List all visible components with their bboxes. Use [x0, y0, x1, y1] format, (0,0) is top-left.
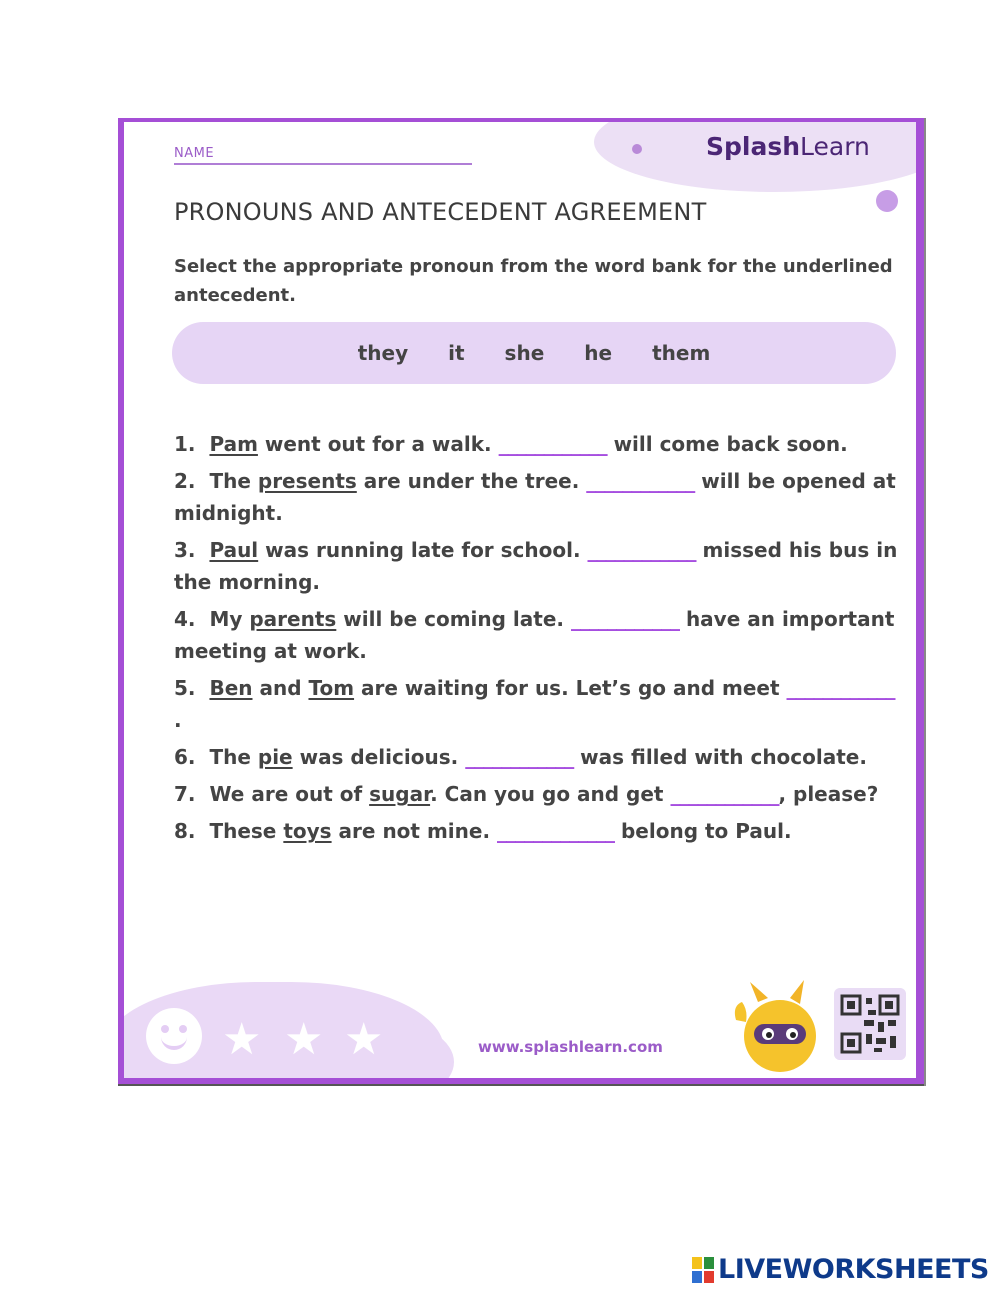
word-bank-item: he [584, 341, 613, 365]
question-list [174, 428, 904, 852]
word-bank-item: she [504, 341, 545, 365]
antecedent: pie [257, 745, 293, 769]
decorative-dot [632, 144, 642, 154]
question-text: will be opened at midnight. [174, 469, 896, 525]
question-text: missed his bus in the morning. [174, 538, 898, 594]
answer-blank[interactable]: ____________ [786, 676, 895, 700]
word-bank-item: them [652, 341, 711, 365]
question-text: was delicious. [292, 745, 466, 769]
star-icon: ★ [222, 1014, 262, 1065]
question-4 [174, 603, 904, 667]
question-8 [174, 815, 904, 847]
answer-blank[interactable]: ____________ [498, 432, 607, 456]
word-bank-item: it [448, 341, 465, 365]
question-text: are under the tree. [356, 469, 587, 493]
logo-bold: Splash [706, 132, 801, 161]
mascot-icon [728, 980, 828, 1076]
question-2 [174, 465, 904, 529]
decorative-dot [876, 190, 898, 212]
instructions: Select the appropriate pronoun from the word bank for the underlined antecedent. [174, 256, 893, 306]
question-text: . [174, 708, 182, 732]
question-5 [174, 672, 904, 736]
page-right-border [924, 118, 926, 1086]
question-text: will come back soon. [606, 432, 848, 456]
answer-blank[interactable]: _____________ [497, 819, 615, 843]
question-7 [174, 778, 904, 810]
question-text: are waiting for us. Let’s go and meet [354, 676, 787, 700]
star-icon: ★ [344, 1014, 384, 1065]
question-text: are not mine. [331, 819, 498, 843]
liveworksheets-logo[interactable] [692, 1254, 989, 1285]
word-bank-item: they [357, 341, 409, 365]
worksheet-page [124, 122, 916, 1078]
question-number: 5. [174, 676, 196, 700]
question-number: 7. [174, 782, 196, 806]
antecedent: presents [257, 469, 357, 493]
question-text: went out for a walk. [257, 432, 499, 456]
question-text: was running late for school. [258, 538, 588, 562]
question-number: 8. [174, 819, 196, 843]
antecedent: Paul [209, 538, 259, 562]
smile-shape [161, 1030, 187, 1050]
question-text: My [209, 607, 250, 631]
liveworksheets-text: LIVEWORKSHEETS [718, 1254, 989, 1285]
antecedent: Pam [209, 432, 258, 456]
word-bank [172, 322, 896, 384]
qr-code-icon[interactable] [834, 988, 906, 1060]
question-1 [174, 428, 904, 460]
antecedent: toys [283, 819, 332, 843]
website-link[interactable]: www.splashlearn.com [478, 1038, 663, 1056]
antecedent: Tom [308, 676, 355, 700]
answer-blank[interactable]: ____________ [586, 469, 695, 493]
logo-light: Learn [800, 132, 870, 161]
question-text: belong to Paul. [614, 819, 792, 843]
question-text: We are out of [209, 782, 370, 806]
answer-blank[interactable]: ____________ [570, 607, 679, 631]
question-text: have an important meeting at work. [174, 607, 895, 663]
page-bottom-border [118, 1084, 926, 1086]
question-number: 6. [174, 745, 196, 769]
question-text: . Can you go and get [430, 782, 671, 806]
splashlearn-logo [706, 132, 870, 161]
question-number: 4. [174, 607, 196, 631]
question-3 [174, 534, 904, 598]
liveworksheets-mark-icon [692, 1257, 714, 1283]
star-icon: ★ [284, 1014, 324, 1065]
question-number: 2. [174, 469, 196, 493]
answer-blank[interactable]: ____________ [587, 538, 696, 562]
question-text: will be coming late. [336, 607, 571, 631]
answer-blank[interactable]: ____________ [465, 745, 574, 769]
question-text: The [209, 469, 258, 493]
antecedent: sugar [369, 782, 431, 806]
question-6 [174, 741, 904, 773]
question-text: and [252, 676, 309, 700]
question-text: The [209, 745, 258, 769]
answer-blank[interactable]: ____________ [670, 782, 779, 806]
question-text: was filled with chocolate. [573, 745, 867, 769]
worksheet-frame [118, 118, 926, 1086]
antecedent: Ben [209, 676, 253, 700]
antecedent: parents [249, 607, 337, 631]
worksheet-title: PRONOUNS AND ANTECEDENT AGREEMENT [174, 198, 707, 226]
question-number: 3. [174, 538, 196, 562]
question-number: 1. [174, 432, 196, 456]
question-text: , please? [778, 782, 879, 806]
name-label: NAME [174, 146, 215, 161]
smiley-icon [146, 1008, 202, 1064]
name-field[interactable] [174, 163, 472, 165]
question-text: These [209, 819, 284, 843]
